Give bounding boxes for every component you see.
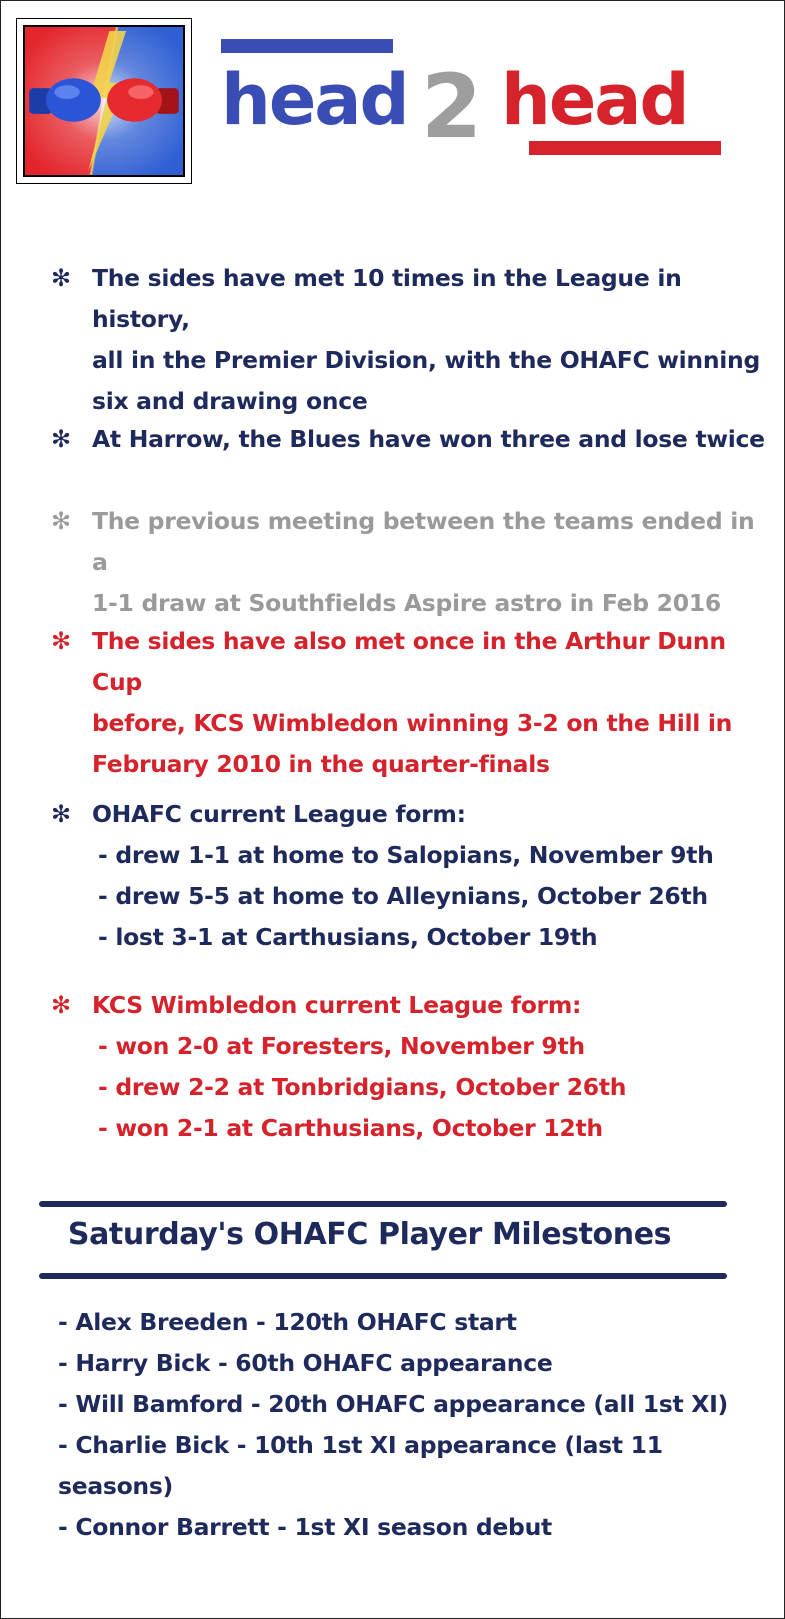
kcs-form-list xyxy=(51,1026,771,1149)
list-item: - won 2-0 at Foresters, November 9th xyxy=(98,1032,585,1060)
asterisk-icon: ✻ xyxy=(51,507,71,535)
asterisk-icon: ✻ xyxy=(51,627,71,655)
kcs-form xyxy=(51,985,771,1149)
ohafc-form-heading: OHAFC current League form: xyxy=(92,800,466,828)
asterisk-icon: ✻ xyxy=(51,264,71,292)
fact-text: At Harrow, the Blues have won three and lose twice xyxy=(92,425,765,453)
asterisk-icon: ✻ xyxy=(51,800,71,828)
fact-text: The sides have also met once in the Arthur Dunn Cup before, KCS Wimbledon winning 3-2 on the Hill in February 2010 in the quarter-finals xyxy=(92,627,733,778)
list-item: - Connor Barrett - 1st XI season debut xyxy=(58,1513,552,1541)
list-item: - drew 5-5 at home to Alleynians, October 26th xyxy=(98,882,708,910)
brand-word-right: head xyxy=(501,59,688,141)
list-item: - Alex Breeden - 120th OHAFC start xyxy=(58,1308,517,1336)
ohafc-form xyxy=(51,794,771,958)
brand-wordmark xyxy=(221,39,751,169)
milestones-list xyxy=(58,1302,778,1548)
list-item: - Harry Bick - 60th OHAFC appearance xyxy=(58,1349,553,1377)
asterisk-icon: ✻ xyxy=(51,425,71,453)
fact-previous-meeting xyxy=(51,501,771,624)
brand-word-left: head xyxy=(221,59,408,141)
asterisk-icon: ✻ xyxy=(51,991,71,1019)
list-item: - won 2-1 at Carthusians, October 12th xyxy=(98,1114,603,1142)
boxing-gloves-icon xyxy=(23,25,185,177)
fact-league-history xyxy=(51,258,771,422)
list-item: - Charlie Bick - 10th 1st XI appearance (last 11 seasons) xyxy=(58,1431,663,1500)
fact-harrow-record xyxy=(51,419,771,460)
list-item: - lost 3-1 at Carthusians, October 19th xyxy=(98,923,598,951)
kcs-form-heading: KCS Wimbledon current League form: xyxy=(92,991,582,1019)
milestones-title: Saturday's OHAFC Player Milestones xyxy=(67,1217,672,1252)
divider-bottom xyxy=(39,1273,727,1279)
divider-top xyxy=(39,1201,727,1207)
list-item: - drew 2-2 at Tonbridgians, October 26th xyxy=(98,1073,627,1101)
fact-text: The sides have met 10 times in the League in history, all in the Premier Division, with the OHAFC winning six and drawing once xyxy=(92,264,761,415)
logo xyxy=(16,18,192,184)
list-item: - Will Bamford - 20th OHAFC appearance (all 1st XI) xyxy=(58,1390,728,1418)
fact-text: The previous meeting between the teams ended in a 1-1 draw at Southfields Aspire astro in Feb 2016 xyxy=(92,507,755,617)
list-item: - drew 1-1 at home to Salopians, November 9th xyxy=(98,841,714,869)
brand-number: 2 xyxy=(421,55,483,158)
fact-arthur-dunn-cup xyxy=(51,621,771,785)
ohafc-form-list xyxy=(51,835,771,958)
